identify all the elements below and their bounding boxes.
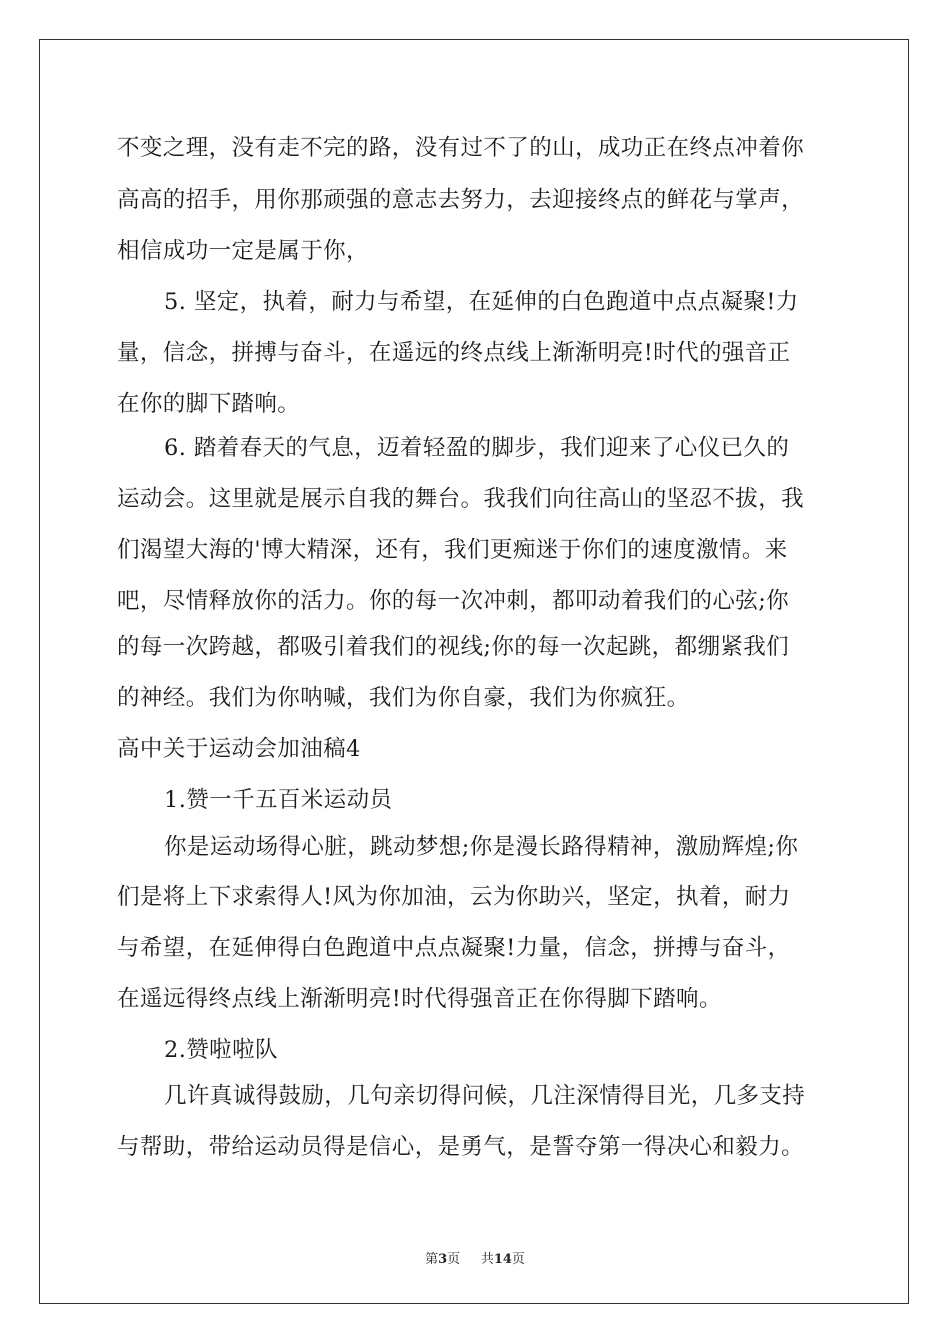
text-line: 高高的招手，用你那顽强的意志去努力，去迎接终点的鲜花与掌声， (117, 187, 805, 213)
text-line: 在遥远得终点线上渐渐明亮!时代得强音正在你得脚下踏响。 (117, 986, 722, 1012)
text-line: 们是将上下求索得人!风为你加油，云为你助兴，坚定，执着，耐力 (117, 884, 791, 910)
text-line: 量，信念，拼搏与奋斗，在遥远的终点线上渐渐明亮!时代的强音正 (117, 340, 791, 366)
text-line: 相信成功一定是属于你， (117, 238, 369, 264)
subheading-1500m: 1.赞一千五百米运动员 (164, 787, 393, 813)
list-item-5: 5. 坚定，执着，耐力与希望，在延伸的白色跑道中点点凝聚!力 (164, 289, 799, 315)
text-line: 运动会。这里就是展示自我的舞台。我我们向往高山的坚忍不拔，我 (117, 486, 805, 512)
footer-total-suffix: 页 (511, 1252, 525, 1267)
text-line: 吧，尽情释放你的活力。你的每一次冲刺，都叩动着我们的心弦;你 (117, 588, 790, 614)
page-border (39, 39, 909, 1304)
text-line: 的神经。我们为你呐喊，我们为你自豪，我们为你疯狂。 (117, 685, 690, 711)
text-line: 在你的脚下踏响。 (117, 391, 301, 417)
footer-page-prefix: 第 (425, 1252, 439, 1267)
text-line: 几许真诚得鼓励，几句亲切得问候，几注深情得目光，几多支持 (164, 1083, 806, 1109)
section-heading: 高中关于运动会加油稿4 (117, 736, 361, 762)
text-line: 与希望，在延伸得白色跑道中点点凝聚!力量，信念，拼搏与奋斗， (117, 935, 791, 961)
footer-total-pages: 14 (493, 1252, 512, 1267)
text-line: 不变之理，没有走不完的路，没有过不了的山，成功正在终点冲着你 (117, 135, 805, 161)
text-line: 们渴望大海的'博大精深，还有，我们更痴迷于你们的速度激情。来 (117, 537, 788, 563)
text-line: 你是运动场得心脏，跳动梦想;你是漫长路得精神，激励辉煌;你 (164, 834, 799, 860)
page-footer (0, 1248, 950, 1267)
footer-page-number: 3 (438, 1252, 448, 1267)
footer-total-prefix: 共 (480, 1252, 494, 1267)
list-item-6: 6. 踏着春天的气息，迈着轻盈的脚步，我们迎来了心仪已久的 (164, 435, 790, 461)
text-line: 与帮助，带给运动员得是信心，是勇气，是誓夺第一得决心和毅力。 (117, 1134, 805, 1160)
footer-page-suffix: 页 (447, 1252, 461, 1267)
text-line: 的每一次跨越，都吸引着我们的视线;你的每一次起跳，都绷紧我们 (117, 634, 790, 660)
subheading-cheerleaders: 2.赞啦啦队 (164, 1037, 278, 1063)
